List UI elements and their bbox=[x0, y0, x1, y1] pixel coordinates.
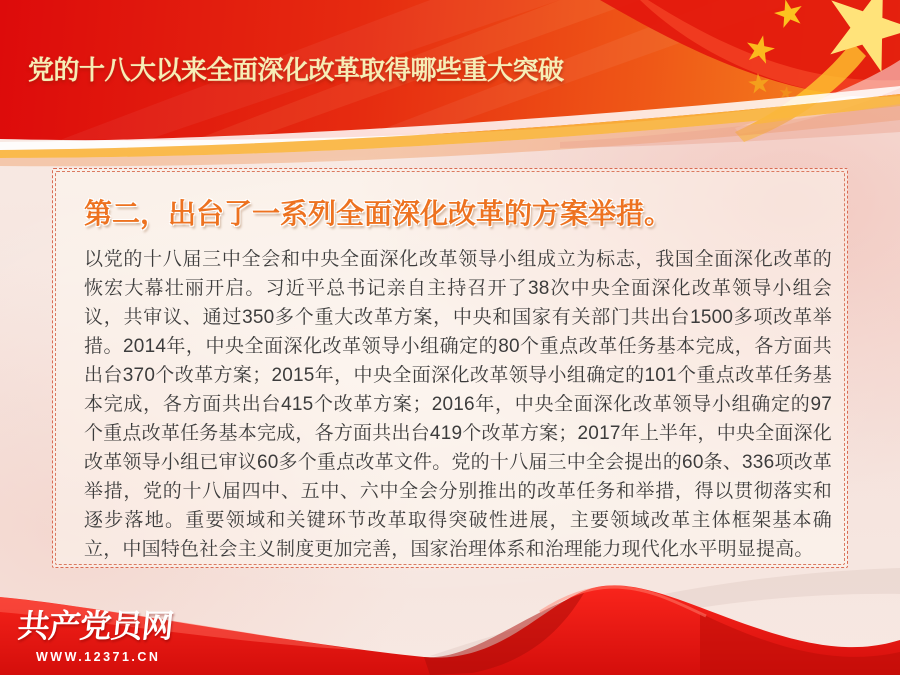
page-title: 党的十八大以来全面深化改革取得哪些重大突破 bbox=[28, 55, 564, 85]
section-heading: 第二，出台了一系列全面深化改革的方案举措。 bbox=[84, 198, 673, 229]
body-paragraph: 以党的十八届三中全会和中央全面深化改革领导小组成立为标志，我国全面深化改革的恢宏大幕壮丽开启。习近平总书记亲自主持召开了38次中央全面深化改革领导小组会议，共审议、通过350多个重大改革方案，中央和国家有关部门共出台1500多项改革举措。2014年，中央全面深化改革领导小组确定的80个重点改革任务基本完成，各方面共出台370个改革方案；2015年，中央全面深化改革领导小组确定的101个重点改革任务基本完成，各方面共出台415个改革方案；2016年，中央全面深化改革领导小组确定的97个重点改革任务基本完成，各方面共出台419个改革方案；2017年上半年，中央全面深化改革领导小组已审议60多个重点改革文件。党的十八届三中全会提出的60条、336项改革举措，党的十八届四中、五中、六中全会分别推出的改革任务和举措，得以贯彻落实和逐步落地。重要领域和关键环节改革取得突破性进展，主要领域改革主体框架基本确立，中国特色社会主义制度更加完善，国家治理体系和治理能力现代化水平明显提高。 bbox=[84, 249, 832, 560]
site-url: WWW.12371.CN bbox=[36, 650, 161, 664]
site-logo: 共产党员网 bbox=[15, 608, 175, 644]
